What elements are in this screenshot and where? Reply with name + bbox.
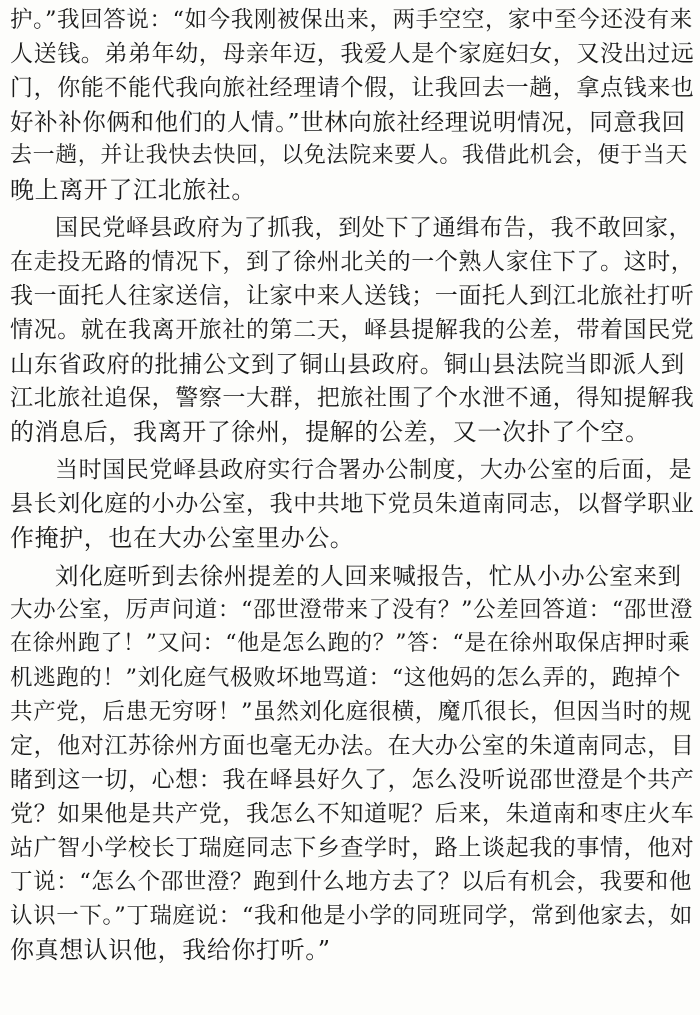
text-line: 江北旅社追保，警察一大群，把旅社围了个水泄不通，得知提解我 [10, 385, 695, 411]
text-line: 认识一下。”丁瑞庭说：“我和他是小学的同班同学，常到他家去，如 [10, 903, 693, 929]
text-line: 去一趟，并让我快去快回，以免法院来要人。我借此机会，便于当天 [10, 143, 689, 168]
text-line: 的消息后，我离开了徐州，提解的公差，又一次扑了个空。 [10, 418, 650, 446]
text-line: 丁说：“怎么个邵世澄？跑到什么地方去了？以后有机会，我要和他 [10, 869, 693, 895]
text-line: 情况。就在我离开旅社的第二天，峄县提解我的公差，带着国民党 [10, 317, 695, 343]
text-line: 在走投无路的情况下，到了徐州北关的一个熟人家住下了。这时， [10, 249, 695, 275]
text-line: 人送钱。弟弟年幼，母亲年迈，我爱人是个家庭妇女，又没出过远 [10, 41, 695, 67]
text-line: 站广智小学校长丁瑞庭同志下乡查学时，路上谈起我的事情，他对 [10, 835, 695, 861]
text-line: 党？如果他是共产党，我怎么不知道呢？后来，朱道南和枣庄火车 [10, 801, 695, 827]
text-line: 共产党，后患无穷呀！”虽然刘化庭很横，魔爪很长，但因当时的规 [10, 699, 693, 725]
text-line: 国民党峄县政府为了抓我，到处下了通缉布告，我不敢回家， [55, 215, 693, 241]
text-line: 作掩护，也在大办公室里办公。 [10, 524, 355, 552]
text-line: 定，他对江苏徐州方面也毫无办法。在大办公室的朱道南同志，目 [10, 733, 695, 759]
text-line: 县长刘化庭的小办公室，我中共地下党员朱道南同志，以督学职业 [10, 491, 695, 517]
text-line: 大办公室，厉声问道：“邵世澄带来了没有？”公差回答道：“邵世澄 [10, 597, 694, 623]
text-line: 好补补你俩和他们的人情。”世林向旅社经理说明情况，同意我回 [10, 108, 686, 136]
text-line: 山东省政府的批捕公文到了铜山县政府。铜山县法院当即派人到 [10, 350, 685, 378]
text-line: 晚上离开了江北旅社。 [10, 176, 256, 204]
text-line: 门，你能不能代我向旅社经理请个假，让我回去一趟，拿点钱来也 [10, 75, 695, 101]
text-line: 当时国民党峄县政府实行合署办公制度，大办公室的后面，是 [55, 457, 693, 483]
text-line: 我一面托人往家送信，让家中来人送钱；一面托人到江北旅社打听 [10, 283, 695, 309]
text-line: 在徐州跑了！”又问：“他是怎么跑的？”答：“是在徐州取保店押时乘 [10, 631, 691, 656]
text-line: 刘化庭听到去徐州提差的人回来喊报告，忙从小办公室来到 [55, 562, 682, 590]
text-line: 机逃跑的！”刘化庭气极败坏地骂道：“这他妈的怎么弄的，跑掉个 [10, 665, 682, 691]
text-line: 睹到这一切，心想：我在峄县好久了，怎么没听说邵世澄是个共产 [10, 767, 695, 793]
text-line: 你真想认识他，我给你打听。” [10, 936, 331, 964]
text-line: 护。”我回答说：“如今我刚被保出来，两手空空，家中至今还没有来 [10, 7, 693, 33]
